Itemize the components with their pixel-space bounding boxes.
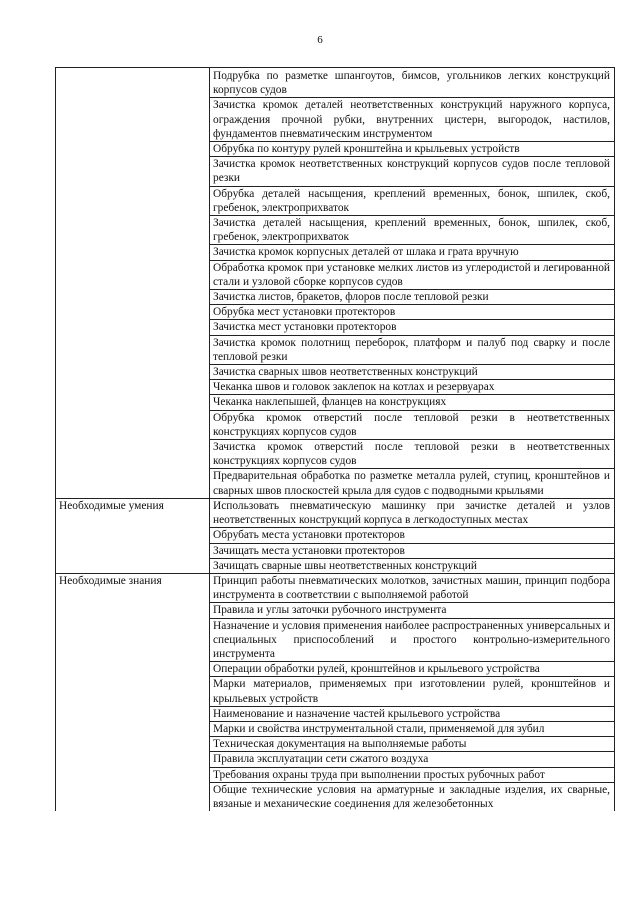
requirement-cell: Зачистка кромок отверстий после тепловой резки в неответственных конструкциях корпусов судов	[210, 440, 615, 469]
requirement-cell: Зачистка кромок корпусных деталей от шлака и грата вручную	[210, 245, 615, 260]
knowledge-cell: Наименование и назначение частей крыльевого устройства	[210, 706, 615, 721]
knowledge-cell: Марки материалов, применяемых при изготовлении рулей, кронштейнов и крыльевых устройств	[210, 677, 615, 706]
knowledge-cell: Техническая документация на выполняемые работы	[210, 737, 615, 752]
section-label-skills: Необходимые умения	[56, 498, 210, 573]
knowledge-cell: Принцип работы пневматических молотков, зачистных машин, принцип подбора инструмента в соответствии с выполняемой работой	[210, 573, 615, 602]
requirement-cell: Подрубка по разметке шпангоутов, бимсов, угольников легких конструкций корпусов судов	[210, 68, 615, 98]
requirement-cell: Зачистка листов, бракетов, флоров после тепловой резки	[210, 290, 615, 305]
qualification-table-body	[56, 68, 615, 812]
requirement-cell: Обработка кромок при установке мелких листов из углеродистой и легированной стали и узловой сборке корпусов судов	[210, 260, 615, 289]
requirement-cell: Зачистка кромок деталей неответственных конструкций наружного корпуса, ограждения прочной рубки, внутренних цистерн, выгородок, настилов, фундаментов пневматическим инструментом	[210, 98, 615, 142]
requirement-cell: Зачистка деталей насыщения, креплений временных, бонок, шпилек, скоб, гребенок, электроприхваток	[210, 216, 615, 245]
knowledge-cell: Правила и углы заточки рубочного инструмента	[210, 603, 615, 618]
skill-cell: Зачищать места установки протекторов	[210, 543, 615, 558]
table-row	[56, 498, 615, 527]
knowledge-cell: Марки и свойства инструментальной стали, применяемой для зубил	[210, 721, 615, 736]
knowledge-cell: Требования охраны труда при выполнении простых рубочных работ	[210, 767, 615, 782]
requirement-cell: Зачистка сварных швов неответственных конструкций	[210, 365, 615, 380]
knowledge-cell: Назначение и условия применения наиболее распространенных универсальных и специальных приспособлений и простого контрольно-измерительного инструмента	[210, 618, 615, 662]
requirement-cell: Обрубка кромок отверстий после тепловой резки в неответственных конструкциях корпусов судов	[210, 410, 615, 439]
page-number: 6	[317, 34, 323, 46]
requirement-cell: Обрубка деталей насыщения, креплений временных, бонок, шпилек, скоб, гребенок, электроприхваток	[210, 186, 615, 215]
section-label-cell	[56, 68, 210, 499]
requirement-cell: Чеканка наклепышей, фланцев на конструкциях	[210, 395, 615, 410]
requirement-cell: Обрубка по контуру рулей кронштейна и крыльевых устройств	[210, 142, 615, 157]
qualification-table	[55, 67, 615, 811]
knowledge-cell: Операции обработки рулей, кронштейнов и крыльевого устройства	[210, 662, 615, 677]
skill-cell: Зачищать сварные швы неответственных конструкций	[210, 558, 615, 573]
requirement-cell: Чеканка швов и головок заклепок на котлах и резервуарах	[210, 380, 615, 395]
requirement-cell: Зачистка кромок неответственных конструкций корпусов судов после тепловой резки	[210, 157, 615, 186]
requirement-cell: Обрубка мест установки протекторов	[210, 305, 615, 320]
requirement-cell: Предварительная обработка по разметке металла рулей, ступиц, кронштейнов и сварных швов плоскостей крыла для судов с подводными крыльями	[210, 469, 615, 498]
requirement-cell: Зачистка кромок полотнищ переборок, платформ и палуб под сварку и после тепловой резки	[210, 335, 615, 364]
section-label-knowledge: Необходимые знания	[56, 573, 210, 811]
table-row	[56, 68, 615, 98]
skill-cell: Обрубать места установки протекторов	[210, 528, 615, 543]
skill-cell: Использовать пневматическую машинку при зачистке деталей и узлов неответственных конструкций корпуса в легкодоступных местах	[210, 498, 615, 527]
requirement-cell: Зачистка мест установки протекторов	[210, 320, 615, 335]
knowledge-cell: Общие технические условия на арматурные и закладные изделия, их сварные, вязаные и механические соединения для железобетонных	[210, 782, 615, 811]
knowledge-cell: Правила эксплуатации сети сжатого воздуха	[210, 752, 615, 767]
table-row	[56, 573, 615, 602]
